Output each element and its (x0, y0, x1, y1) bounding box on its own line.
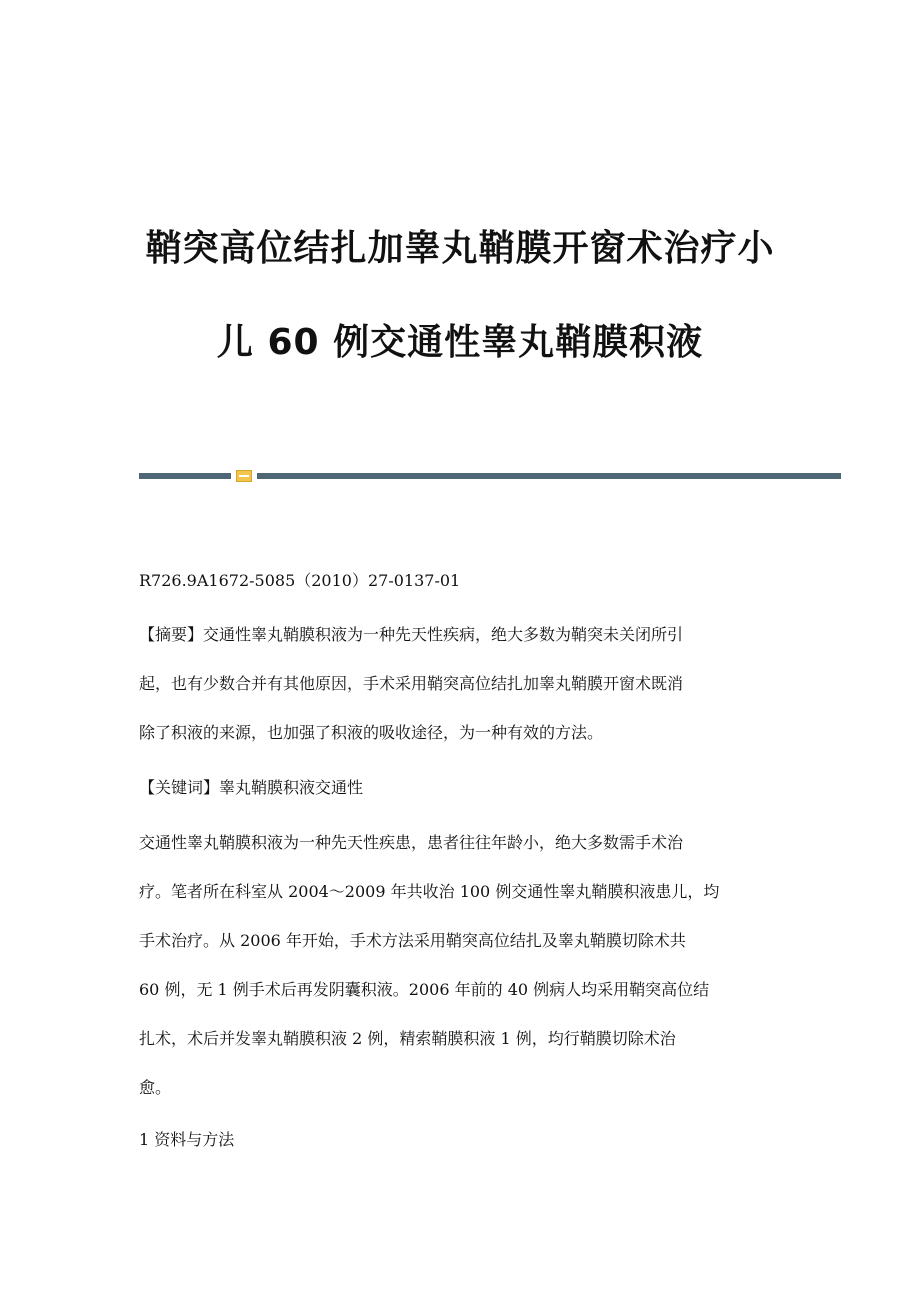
document-title-line-2: 儿 60 例交通性睾丸鞘膜积液 (216, 322, 704, 363)
body-line: 交通性睾丸鞘膜积液为一种先天性疾患，患者往往年龄小，绝大多数需手术治 (139, 833, 684, 852)
body-line: 60 例，无 1 例手术后再发阴囊积液。2006 年前的 40 例病人均采用鞘突高位结 (139, 980, 710, 999)
abstract-line: 除了积液的来源，也加强了积液的吸收途径，为一种有效的方法。 (139, 723, 604, 742)
body-line: 扎术，术后并发睾丸鞘膜积液 2 例，精索鞘膜积液 1 例，均行鞘膜切除术治 (139, 1029, 676, 1048)
divider-bar-right (257, 473, 841, 479)
body-line: 疗。笔者所在科室从 2004～2009 年共收治 100 例交通性睾丸鞘膜积液患儿，均 (139, 882, 720, 901)
keywords-paragraph (139, 763, 789, 812)
body-line: 愈。 (139, 1078, 172, 1097)
section-heading-text: 1 资料与方法 (139, 1130, 235, 1149)
body-line: 手术治疗。从 2006 年开始，手术方法采用鞘突高位结扎及睾丸鞘膜切除术共 (139, 931, 686, 950)
document-title-line-1: 鞘突高位结扎加睾丸鞘膜开窗术治疗小 (145, 228, 775, 269)
classification-code-text: R726.9A1672-5085（2010）27-0137-01 (139, 571, 461, 590)
divider-bar-left (139, 473, 231, 479)
divider-ornament-icon (236, 470, 252, 482)
keywords-text: 【关键词】睾丸鞘膜积液交通性 (139, 778, 364, 797)
abstract-line: 【摘要】交通性睾丸鞘膜积液为一种先天性疾病，绝大多数为鞘突未关闭所引 (139, 625, 684, 644)
section-heading (139, 1115, 789, 1164)
classification-code (139, 556, 789, 605)
abstract-line: 起，也有少数合并有其他原因，手术采用鞘突高位结扎加睾丸鞘膜开窗术既消 (139, 674, 684, 693)
title-divider (139, 470, 841, 482)
abstract-paragraph (139, 610, 789, 757)
body-paragraph (139, 818, 789, 1112)
